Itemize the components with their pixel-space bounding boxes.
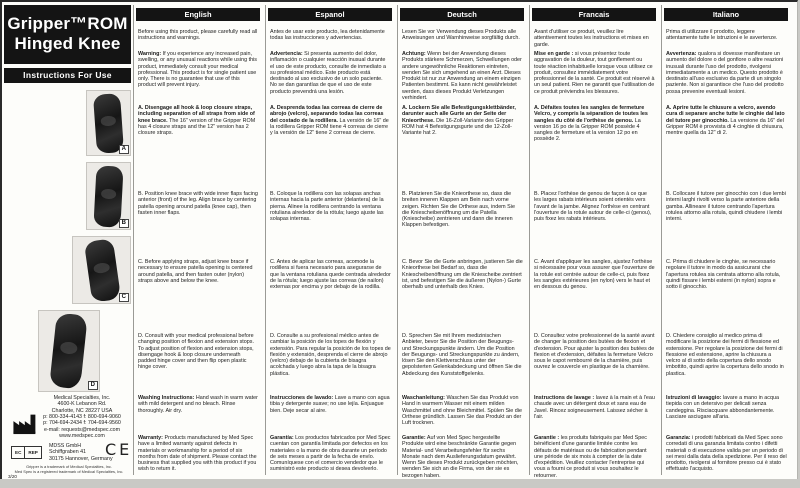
instructions-for-use-banner: Instructions For Use — [4, 68, 131, 83]
warning-text: Achtung: Wenn bei der Anwendung dieses Produkts stärkere Schmerzen, Schwellungen oder andere ungewöhnliche Reaktionen eintreten, wenden Sie sich umgehend an einen Arzt. Dieses Produkt ist nur zur Anwendung an einem einzigen Patienten bestimmt. Es kann nicht gewährleistet werden, dass dieses Produkt Verletzungen verhindert. — [402, 51, 522, 101]
mdss-line: MDSS GmbH — [49, 443, 82, 449]
step-a-lead: A. Lockern Sie alle Befestigungsklettbänder, darunter auch alle Gurte an der Seite der Knieorthese. — [402, 105, 516, 124]
washing-label: Instructions de lavage : — [534, 395, 595, 401]
revision-date: 3/20 — [8, 474, 17, 479]
washing-instructions: Instrucciones de lavado: Lave a mano con agua tibia y detergente suave; no use lejía. Enjuague bien. Deje secar al aire. — [270, 395, 390, 414]
step-b-text: B. Platzieren Sie die Knieorthese so, dass die breiten inneren Klappen am Bein nach vorne zeigen. Richten Sie die Orthese aus, indem Sie die Kniescheibenöffnung um die Patella (Kniescheibe) zentrieren und dann die inneren Klappen befestigen. — [402, 191, 515, 229]
intro-text: Antes de usar este producto, lea detenidamente todas las instrucciones y advertencias. — [270, 29, 385, 42]
step-a-text: A. Défaites toutes les sangles de fermeture Velcro, y compris la séparation de toutes les sangles du côté de l'orthèse de genou. La version 16 po de la Gripper ROM possède 4 sangles de fermeture et la version 12 po en possède 2. — [534, 105, 648, 143]
step-d-text: D. Chiedere consiglio al medico prima di modificare la posizione dei fermi di flessione ed estensione. Per regolare la posizione dei fermi di flessione ed estensione, aprire la chiusura a velcro al di sotto della copertura dello snodo imbottito, quindi aprire la copertura dello snodo in plastica. — [666, 333, 784, 377]
intro-text: Avant d'utiliser ce produit, veuillez lire attentivement toutes les instructions et mises en garde. — [534, 29, 649, 48]
product-photo-c — [72, 236, 131, 304]
warranty-label: Warranty: — [138, 435, 163, 441]
knee-brace-image — [93, 165, 123, 227]
step-c-text: C. Prima di chiudere le cinghie, se necessario regolare il tutore in modo da assicurarsi che l'apertura rotulea sia centrata attorno alla rotula, quindi fissare i lembi esterni (in nylon) sopra e sotto il ginocchio. — [666, 259, 781, 291]
ec-rep-symbol — [11, 446, 42, 459]
product-photo-d — [38, 310, 100, 392]
warranty-text: Garantie: Auf von Med Spec hergestellte Produkte wird eine beschränkte Garantie gegen Material- und Verarbeitungsfehler für sechs Monate nach dem Auslieferungsdatum gewährt. Wenn Sie dieses Produkt zurückgeben möchten, wenden Sie sich an die Firma, von der sie es bezogen haben. — [402, 435, 519, 479]
step-c-text: C. Before applying straps, adjust knee brace if necessary to ensure patella opening is centered around patella, and then fasten outer (nylon) straps above and below the knee. — [138, 259, 253, 284]
step-a-lead: A. Desprenda todas las correas de cierre de abrojo (velcro), separando todas las correas del costado de la rodillera. — [270, 105, 384, 124]
column-header-espanol: Espanol — [268, 8, 392, 21]
intro-text: Lesen Sie vor Verwendung dieses Produkts alle Anweisungen und Warnhinweise sorgfältig durch. — [402, 29, 520, 42]
column-header-english: English — [136, 8, 260, 21]
warning-text: Mise en garde : si vous présentez toute aggravation de la douleur, tout gonflement ou toute réaction inhabituelle lorsque vous utilisez ce produit, consultez immédiatement votre professionnel de la santé. Ce produit est réservé à un seul patient. Rien ne garantit que l'utilisation de ce produit préviendra les blessures. — [534, 51, 655, 95]
mfr-line: 4600-K Lebanon Rd. — [57, 401, 107, 408]
step-d-text: D. Consult with your medical professional before changing position of flexion and extension stops. To adjust position of flexion and extension stops, disengage hook & loop closure underneath padded hinge cover and then flip open plastic hinge cover. — [138, 333, 254, 371]
step-a-text: A. Desprenda todas las correas de cierre de abrojo (velcro), separando todas las correas del costado de la rodillera. La versión de 16" de la rodillera Gripper ROM tiene 4 correas de cierre y la versión de 12" tiene 2 correas de cierre. — [270, 105, 389, 137]
warning-label: Advertencia: — [270, 51, 303, 57]
warranty-label: Garantie: — [402, 435, 426, 441]
photo-label-c: C — [119, 293, 129, 302]
warranty-label: Garanzia: — [666, 435, 691, 441]
product-title-line1: Gripper™ROM — [7, 14, 128, 34]
warranty-label: Garantie : — [534, 435, 560, 441]
washing-instructions: Instructions de lavage : lavez à la main et à l'eau chaude avec un détergent doux et sans eau de Javel. Rincez soigneusement. Laissez sécher à l'air. — [534, 395, 655, 420]
product-title-line2: Hinged Knee — [14, 34, 121, 53]
warranty-text: Garantie : les produits fabriqués par Med Spec bénéficient d'une garantie limitée contre les défauts de matériaux ou de fabrication pendant une période de six mois à compter de la date d'expédition. Veuillez contacter l'entreprise qui vous a fourni ce produit si vous souhaitez le retourner. — [534, 435, 647, 479]
trademark-line1: Gripper is a trademark of Medical Specialties, Inc. — [26, 464, 112, 469]
mfr-line: p: 704-694-2434 f: 704-694-9560 — [43, 420, 121, 427]
column-espanol — [266, 5, 394, 477]
mfr-email: e-mail: requests@medspec.com — [43, 426, 121, 433]
column-header-deutsch: Deutsch — [400, 8, 524, 21]
washing-label: Washing Instructions: — [138, 395, 195, 401]
washing-instructions: Washing Instructions: Hand wash in warm water with mild detergent and no bleach. Rinse thoroughly. Air dry. — [138, 395, 258, 414]
mdss-line: 30175 Hannover, Germany — [49, 455, 113, 462]
warning-label: Avvertenza: — [666, 51, 697, 57]
step-b-text: B. Collocare il tutore per ginocchio con i due lembi interni larghi rivolti verso la parte anteriore della gamba. Allineare il tutore centrando l'apertura rotulea attorno alla rotula, quindi chiudere i lembi interni. — [666, 191, 786, 223]
knee-brace-image — [84, 238, 121, 302]
product-title-box — [4, 5, 131, 64]
warning-label: Warning: — [138, 51, 162, 57]
washing-label: Istruzioni di lavaggio: — [666, 395, 722, 401]
warning-text: Advertencia: Si presenta aumento del dolor, inflamación o cualquier reacción inusual durante el uso de este producto, consulte de inmediato a su profesional médico. Este producto está destinado al uso exclusivo de un solo paciente. No se dan garantías de que el uso de este producto prevendrá una lesión. — [270, 51, 386, 95]
mfr-line: Charlotte, NC 28227 USA — [51, 407, 113, 414]
warranty-text: Garanzia: i prodotti fabbricati da Med Spec sono corredati di una garanzia limitata contro i difetti materiali o di esecuzione valida per un periodo di sei mesi dalla data della spedizione. Per il reso del prodotto, rivolgersi al fornitore presso cui è stato effettuato l'acquisto. — [666, 435, 787, 473]
washing-label: Instrucciones de lavado: — [270, 395, 334, 401]
trademark-line2: Med Spec is a registered trademark of Medical Specialties, Inc. — [14, 468, 124, 474]
warranty-label: Garantía: — [270, 435, 294, 441]
warning-text: Avvertenza: qualora si dovesse manifestare un aumento del dolore o del gonfiore o altre reazioni inusuali durante l'uso del prodotto, rivolgersi immediatamente a un medico. Questo prodotto è destinato all'uso esclusivo da parte di un singolo paziente. Non si garantisce che l'uso del prodotto possa prevenire eventuali lesioni. — [666, 51, 784, 95]
product-photo-b — [86, 162, 131, 230]
mfr-website: www.medspec.com — [59, 433, 105, 440]
step-a-text: A. Disengage all hook & loop closure straps, including separation of all straps from side of knee brace. The 16" version of the Gripper ROM has 4 closure straps and the 12" version has 2 closure straps. — [138, 105, 256, 137]
ec-rep-box-ec: EC — [15, 450, 22, 455]
intro-text: Prima di utilizzare il prodotto, leggere attentamente tutte le istruzioni e le avvertenze. — [666, 29, 778, 42]
warranty-text: Garantía: Los productos fabricados por Med Spec cuentan con garantía limitada por defectos en los materiales o la mano de obra durante un período de seis meses a partir de la fecha de envío. Comuníquese con el comercio vendedor que le suministró este producto si desea devolverlo. — [270, 435, 391, 473]
step-d-text: D. Sprechen Sie mit Ihrem medizinischen Anbieter, bevor Sie die Position der Beugungs- und Streckungspunkte ändern. Um die Position der Beugungs- und Streckungspunkte zu ändern, lösen Sie den Klettverschluss unter der gepolsterten Gelenkabdeckung und öffnen Sie die Abdeckung des Kunststoffgelenks. — [402, 333, 522, 377]
washing-instructions: Istruzioni di lavaggio: lavare a mano in acqua tiepida con un detersivo per delicati senza candeggina. Risciacquare abbondantemente. Lasciare asciugare all'aria. — [666, 395, 779, 420]
photo-label-b: B — [119, 219, 129, 228]
photo-label-d: D — [88, 381, 98, 390]
column-header-italiano: Italiano — [664, 8, 788, 21]
intro-text: Before using this product, please carefully read all instructions and warnings. — [138, 29, 258, 42]
washing-label: Waschanleitung: — [402, 395, 445, 401]
warning-label: Mise en garde : — [534, 51, 574, 57]
mfr-line: Medical Specialties, Inc. — [53, 395, 111, 401]
manufacturer-address — [32, 395, 132, 439]
column-francais — [530, 5, 658, 477]
step-a-text: A. Lockern Sie alle Befestigungsklettbänder, darunter auch alle Gurte an der Seite der Knieorthese. Die 16-Zoll-Variante des Gripper ROM hat 4 Befestigungsgurte und die 12-Zoll-Variante hat 2. — [402, 105, 516, 137]
photo-label-a: A — [119, 145, 129, 154]
knee-brace-image — [50, 313, 89, 389]
step-d-text: D. Consultez votre professionnel de la santé avant de changer la position des butées de flexion et d'extension. Pour ajuster la position des butées de flexion et d'extension, défaites la fermeture Velcro sous le capot rembourré de la charnière, puis ouvrez le couvercle en plastique de la charnière. — [534, 333, 655, 371]
warning-label: Achtung: — [402, 51, 426, 57]
mfr-line: p: 800-334-4143 f: 800-694-9060 — [43, 414, 121, 421]
ec-rep-box-rep: REP — [24, 447, 40, 458]
step-b-text: B. Coloque la rodillera con las solapas anchas internas hacia la parte anterior (delantera) de la pierna. Alinee la rodillera centrando la ventana rotuliana alrededor de la rótula; luego ajuste las solapas internas. — [270, 191, 384, 223]
step-a-lead: A. Aprire tutte le chiusure a velcro, avendo cura di separare anche tutte le cinghie dal lato del tutore per ginocchio. — [666, 105, 785, 124]
warranty-text: Warranty: Products manufactured by Med Spec have a limited warranty against defects in materials or workmanship for a period of six months from date of shipment. Please contact the business that supplied you with this product if you wish to return it. — [138, 435, 257, 473]
step-b-text: B. Position knee brace with wide inner flaps facing anterior (front) of the leg. Align brace by centering patella opening around patella (knee cap), then fasten inner flaps. — [138, 191, 258, 216]
step-a-text: A. Aprire tutte le chiusure a velcro, avendo cura di separare anche tutte le cinghie dal lato del tutore per ginocchio. La versione da 16" del Gripper ROM è provvista di 4 cinghie di chiusura, mentre quella da 12" di 2. — [666, 105, 785, 137]
product-photo-a — [86, 90, 131, 156]
step-a-lead: A. Défaites toutes les sangles de fermeture Velcro, y compris la séparation de toutes les sangles du côté de l'orthèse de genou. — [534, 105, 648, 124]
washing-instructions: Waschanleitung: Waschen Sie das Produkt von Hand in warmem Wasser mit einem milden Waschmittel und ohne Bleichmittel. Spülen Sie die Orthese gründlich. Lassen Sie das Produkt an der Luft trocknen. — [402, 395, 522, 427]
column-italiano — [662, 5, 790, 477]
mdss-line: Schiffgraben 41 — [49, 449, 87, 456]
column-header-francais: Francais — [532, 8, 656, 21]
ce-mark: CE — [105, 440, 133, 459]
step-c-text: C. Bevor Sie die Gurte anbringen, justieren Sie die Knieorthese bei Bedarf so, dass die Kniescheibenöffnung um die Kniescheibe zentriert ist, und befestigen Sie die äußeren (Nylon-) Gurte oberhalb und unterhalb des Knies. — [402, 259, 523, 291]
column-deutsch — [398, 5, 526, 477]
trademark-notice — [4, 465, 134, 475]
step-c-text: C. Avant d'appliquer les sangles, ajustez l'orthèse si nécessaire pour vous assurer que l'ouverture de la rotule est centrée autour de celle-ci, puis fixez les sangles extérieures (en nylon) vers le haut et en dessous du genou. — [534, 259, 655, 291]
column-english — [134, 5, 262, 477]
step-a-lead: A. Disengage all hook & loop closure straps, including separation of all straps from side of knee brace. — [138, 105, 255, 124]
warning-text: Warning: If you experience any increased pain, swelling, or any unusual reactions while using this product, immediately consult your medical professional. This product is for single patient use only. There is no guarantee that use of this product will prevent injury. — [138, 51, 257, 89]
step-b-text: B. Placez l'orthèse de genou de façon à ce que les larges rabats intérieurs soient orientés vers l'avant de la jambe. Alignez l'orthèse en centrant l'ouverture de la rotule autour de celle-ci (genou), puis fixez les rabats intérieurs. — [534, 191, 652, 223]
step-c-text: C. Antes de aplicar las correas, acomode la rodillera si fuera necesario para asegurarse de que la ventana rotuliana quede centrada alrededor de la rótula; luego ajuste las correas (de nailon) externas por encima y por debajo de la rodilla. — [270, 259, 391, 291]
step-d-text: D. Consulte a su profesional médico antes de cambiar la posición de los topes de flexión y extensión. Para regular la posición de los topes de flexión y extensión, desprenda el cierre de abrojo (velcro) debajo de la cubierta de bisagra acolchada y luego abra la tapa de la bisagra plástica. — [270, 333, 391, 377]
